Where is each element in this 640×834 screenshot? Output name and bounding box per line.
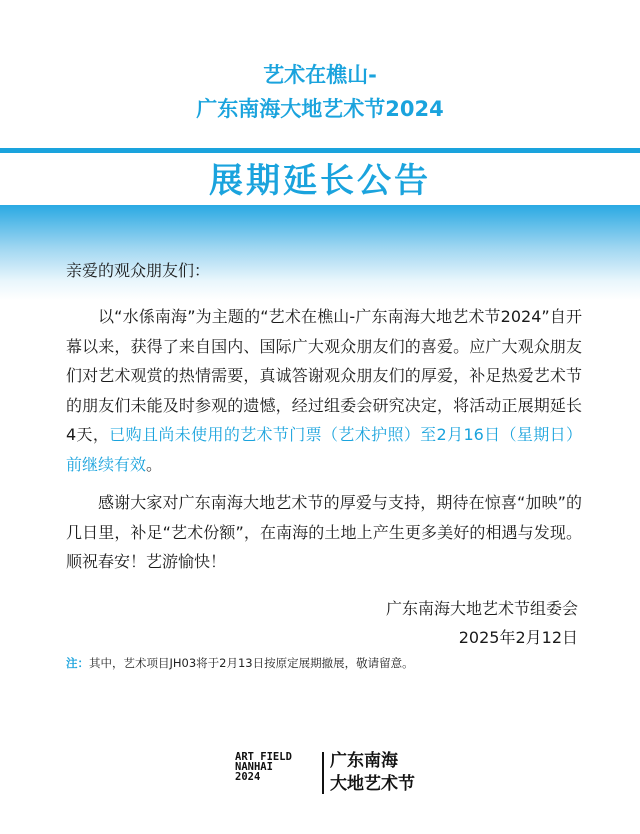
notice-title: 展期延长公告 (209, 161, 431, 201)
logo-english (235, 752, 315, 794)
event-title-line2: 广东南海大地艺术节2024 (196, 97, 444, 121)
paragraph-1-end: 。 (146, 454, 163, 474)
signature-org: 广东南海大地艺术节组委会 (385, 599, 578, 618)
logo-cn-line2: 大地艺术节 (330, 774, 415, 794)
footnote-text: 其中，艺术项目JH03将于2月13日按原定展期撤展，敬请留意。 (89, 656, 414, 670)
signature-date: 2025年2月12日 (458, 628, 578, 647)
logo-en-line3: 2024 (235, 771, 261, 783)
footnote (66, 655, 414, 671)
gradient-band (0, 205, 640, 300)
paragraph-1-text: 以“水係南海”为主题的“艺术在樵山-广东南海大地艺术节2024”自开幕以来，获得了来自国内、国际广大观众朋友们的喜爱。应广大观众朋友们对艺术观赏的热情需要，真诚答谢观众朋友们的厚爱，补足热爱艺术节的朋友们未能及时参观的遗憾，经过组委会研究决定，将活动正展期延长4天， (66, 307, 582, 444)
logo-chinese (330, 750, 420, 796)
paragraph-1-highlight: 已购且尚未使用的艺术节门票（艺术护照）至2月16日（星期日）前继续有效 (66, 425, 582, 474)
logo-separator (322, 752, 324, 794)
greeting: 亲爱的观众朋友们： (66, 261, 211, 280)
logo-cn-line1: 广东南海 (330, 751, 398, 771)
event-title-line1: 艺术在樵山- (263, 63, 377, 87)
paragraph-2: 感谢大家对广东南海大地艺术节的厚爱与支持，期待在惊喜“加映”的几日里，补足“艺术份额”，在南海的土地上产生更多美好的相遇与发现。顺祝春安！艺游愉快！ (66, 493, 582, 571)
event-title (0, 58, 640, 126)
footnote-label: 注： (66, 656, 89, 670)
paragraph-1 (66, 302, 582, 479)
logo-en-line1: ART FIELD (235, 751, 292, 763)
logo-en-line2: NANHAI (235, 761, 273, 773)
